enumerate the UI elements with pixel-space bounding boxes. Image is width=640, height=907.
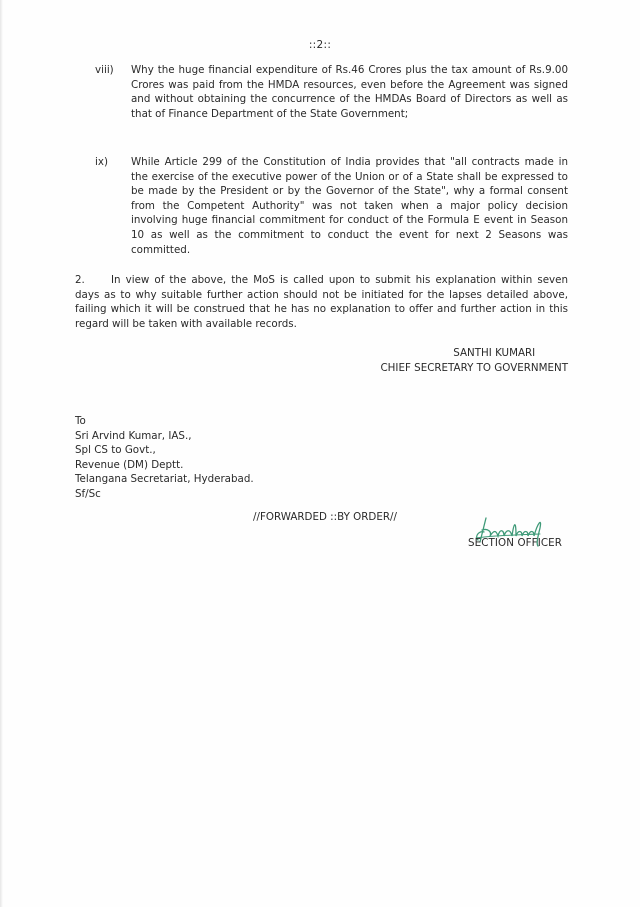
item-text: While Article 299 of the Constitution of India provides that "all contracts made in the exercise of the executive power of the Union or of a State shall be expressed to be made by the President or by the Governor of the State", why a formal consent from the Competent Authority" was not taken when a major policy decision involving huge financial commitment for conduct of the Formula E event in Season 10 as well as the commitment to conduct the event for next 2 Seasons was committed. [131, 156, 568, 256]
address-line: Spl CS to Govt., [75, 444, 156, 457]
address-line: Revenue (DM) Deptt. [75, 458, 184, 471]
list-item-viii [95, 63, 568, 121]
list-item-ix [95, 155, 568, 257]
paragraph-2 [75, 273, 568, 331]
forwarded-by-order: //FORWARDED ::BY ORDER// [253, 511, 397, 523]
signatory-designation: CHIEF SECRETARY TO GOVERNMENT [380, 361, 568, 374]
signatory-block [380, 346, 568, 375]
address-to: To [75, 415, 86, 427]
address-line: Sri Arvind Kumar, IAS., [75, 429, 192, 442]
signatory-name: SANTHI KUMARI [453, 347, 536, 359]
paragraph-text: In view of the above, the MoS is called upon to submit his explanation within seven days as to why suitable further action should not be initiated for the lapses detailed above, failing which it will be construed that he has no explanation to offer and further action in this regard will be taken with available records. [75, 274, 568, 330]
paragraph-number: 2. [75, 274, 85, 286]
page-edge-shadow [0, 0, 3, 907]
section-officer-label: SECTION OFFICER [468, 537, 562, 549]
item-label: ix) [95, 156, 108, 168]
page-number: ::2:: [308, 39, 332, 51]
address-line: Sf/Sc [75, 487, 101, 500]
address-block [75, 414, 254, 502]
item-label: viii) [95, 64, 114, 76]
item-text: Why the huge financial expenditure of Rs.46 Crores plus the tax amount of Rs.9.00 Crores was paid from the HMDA resources, even before the Agreement was signed and without obtaining the concurrence of the HMDAs Board of Directors as well as that of Finance Department of the State Government; [131, 64, 568, 120]
address-line: Telangana Secretariat, Hyderabad. [75, 473, 254, 486]
